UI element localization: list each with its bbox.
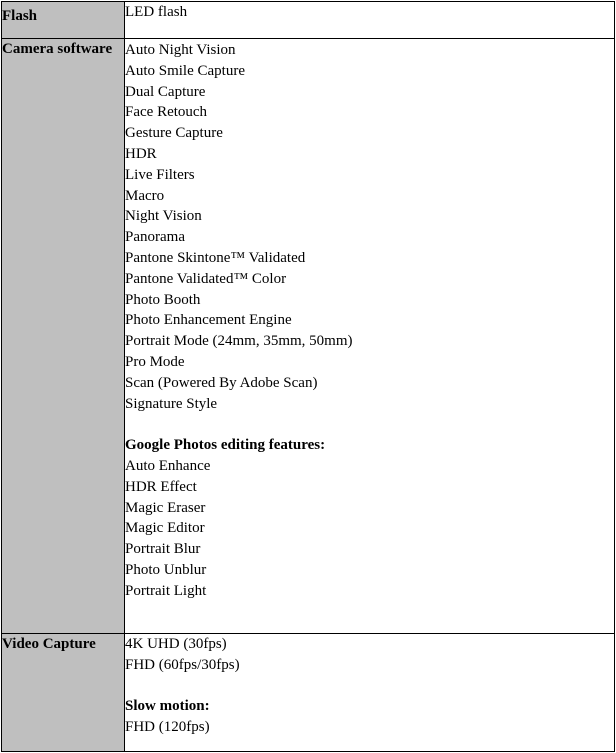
list-item: Photo Booth bbox=[125, 291, 201, 308]
list-item: Portrait Light bbox=[125, 582, 207, 599]
list-item: Magic Editor bbox=[125, 520, 205, 537]
spec-label-video-capture: Video Capture bbox=[2, 634, 125, 752]
list-item: Pro Mode bbox=[125, 353, 185, 370]
list-item: Magic Eraser bbox=[125, 499, 206, 516]
spec-table bbox=[1, 1, 615, 752]
section-spacer bbox=[125, 414, 614, 435]
video-capture-list bbox=[125, 634, 614, 676]
list-item: Photo Enhancement Engine bbox=[125, 312, 292, 329]
spec-row-flash bbox=[2, 2, 615, 39]
list-item: Dual Capture bbox=[125, 83, 206, 100]
list-item: FHD (120fps) bbox=[125, 719, 210, 736]
list-item: HDR Effect bbox=[125, 478, 197, 495]
spec-row-video-capture bbox=[2, 634, 615, 752]
list-item: Face Retouch bbox=[125, 104, 208, 121]
flash-value-list bbox=[125, 2, 614, 23]
list-item: LED flash bbox=[125, 4, 188, 20]
list-item: Auto Smile Capture bbox=[125, 62, 245, 79]
list-item: Signature Style bbox=[125, 395, 218, 412]
google-photos-heading: Google Photos editing features: bbox=[125, 437, 326, 454]
list-item: FHD (60fps/30fps) bbox=[125, 656, 240, 673]
list-item: Panorama bbox=[125, 229, 185, 246]
list-item: 4K UHD (30fps) bbox=[125, 636, 227, 652]
list-item: Scan (Powered By Adobe Scan) bbox=[125, 374, 318, 391]
list-item: Pantone Skintone™ Validated bbox=[125, 249, 306, 266]
spec-value-camera-software bbox=[125, 39, 615, 634]
list-item: Gesture Capture bbox=[125, 125, 223, 142]
spec-label-flash: Flash bbox=[2, 2, 125, 39]
spec-label-camera-software: Camera software bbox=[2, 39, 125, 634]
camera-software-feature-list bbox=[125, 40, 614, 414]
spec-value-video-capture bbox=[125, 634, 615, 752]
list-item: Pantone Validated™ Color bbox=[125, 270, 287, 287]
slow-motion-list bbox=[125, 717, 614, 738]
list-item: Live Filters bbox=[125, 166, 195, 183]
list-item: Portrait Blur bbox=[125, 541, 201, 558]
list-item: Auto Night Vision bbox=[125, 42, 236, 58]
list-item: Night Vision bbox=[125, 208, 202, 225]
spec-row-camera-software bbox=[2, 39, 615, 634]
list-item: Macro bbox=[125, 187, 165, 204]
slow-motion-heading: Slow motion: bbox=[125, 698, 210, 715]
google-photos-feature-list bbox=[125, 456, 614, 602]
section-spacer bbox=[125, 676, 614, 697]
list-item: Photo Unblur bbox=[125, 561, 207, 578]
list-item: Auto Enhance bbox=[125, 457, 211, 474]
list-item: HDR bbox=[125, 145, 157, 162]
spec-value-flash bbox=[125, 2, 615, 39]
list-item: Portrait Mode (24mm, 35mm, 50mm) bbox=[125, 333, 353, 350]
